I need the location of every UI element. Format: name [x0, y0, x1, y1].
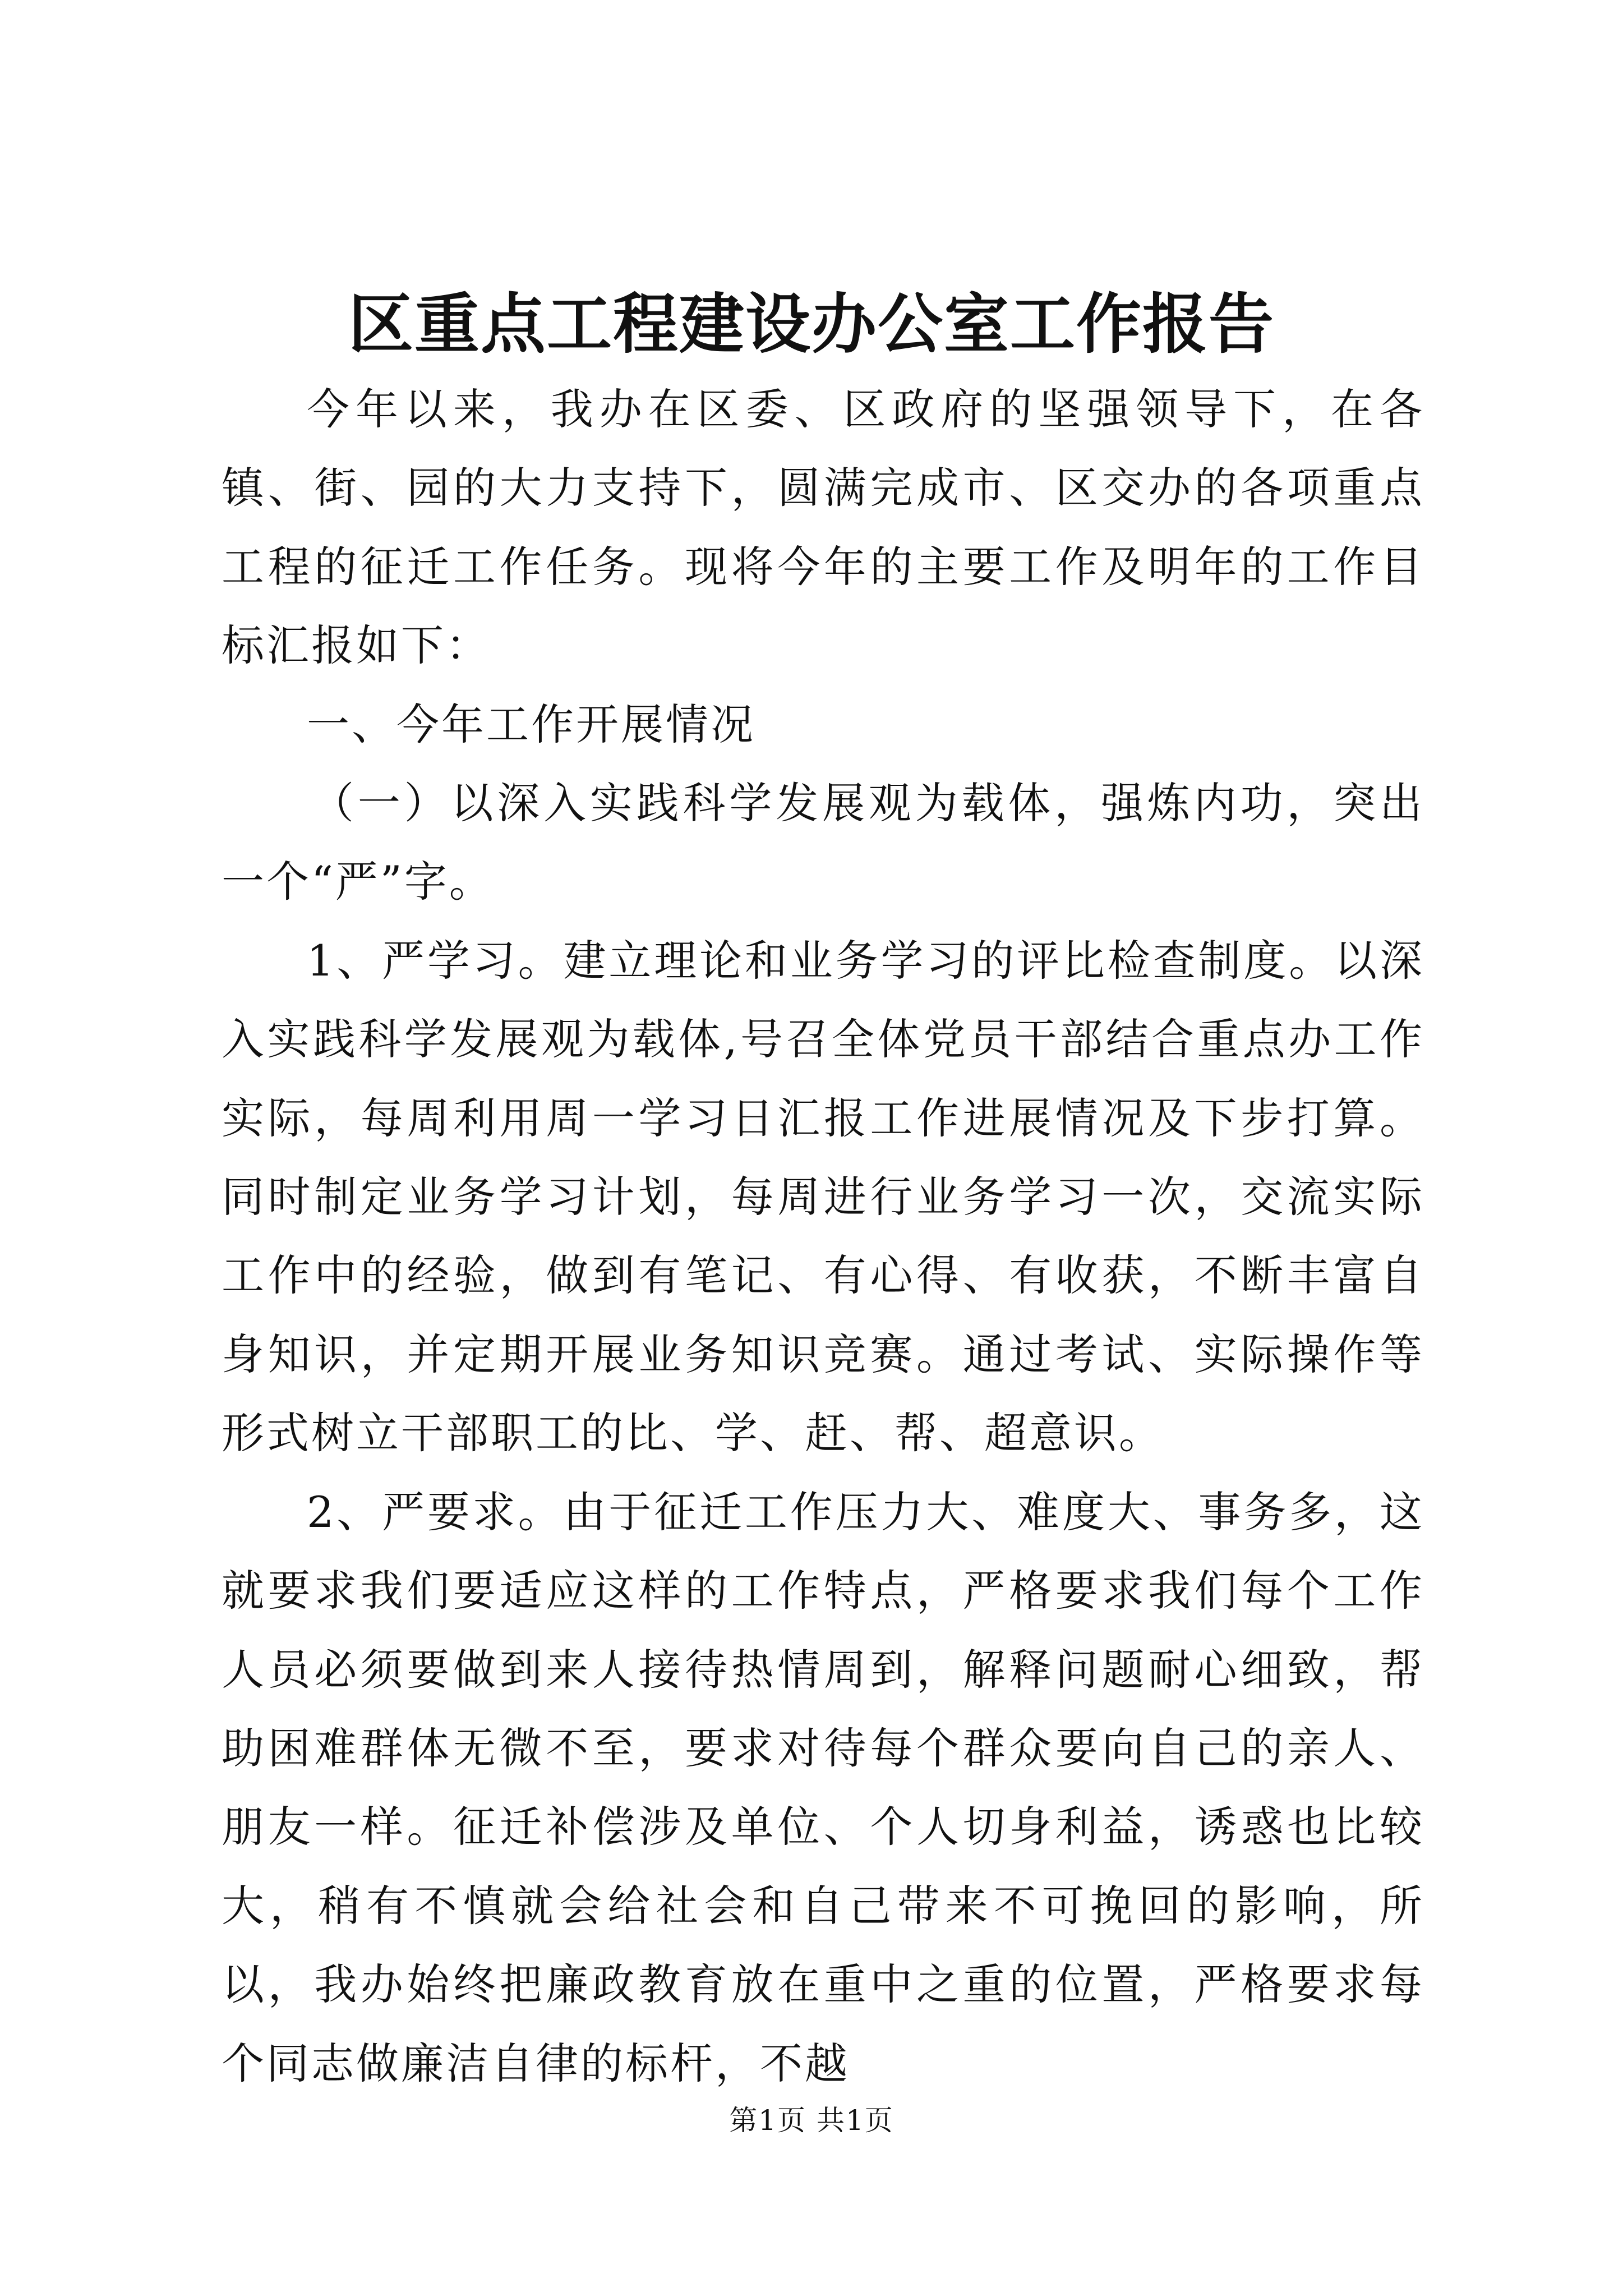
section-heading-1: 一、今年工作开展情况	[307, 699, 755, 749]
document-title: 区重点工程建设办公室工作报告	[348, 286, 1275, 362]
paragraph-intro: 今年以来，我办在区委、区政府的坚强领导下，在各镇、街、园的大力支持下，圆满完成市、区交办的各项重点工程的征迁工作任务。现将今年的主要工作及明年的工作目标汇报如下：	[222, 384, 1424, 671]
paragraph-item-2: 2、严要求。由于征迁工作压力大、难度大、事务多，这就要求我们要适应这样的工作特点，严格要求我们每个工作人员必须要做到来人接待热情周到，解释问题耐心细致，帮助困难群体无微不至，要求对待每个群众要向自己的亲人、朋友一样。征迁补偿涉及单位、个人切身利益，诱惑也比较大，稍有不慎就会给社会和自己带来不可挽回的影响，所以，我办始终把廉政教育放在重中之重的位置，严格要求每个同志做廉洁自律的标杆，不越	[222, 1487, 1424, 2088]
page-footer: 第1页 共1页	[729, 2104, 894, 2137]
document-body	[222, 370, 1424, 2103]
paragraph-item-1: 1、严学习。建立理论和业务学习的评比检查制度。以深入实践科学发展观为载体,号召全体党员干部结合重点办工作实际，每周利用周一学习日汇报工作进展情况及下步打算。同时制定业务学习计划，每周进行业务学习一次，交流实际工作中的经验，做到有笔记、有心得、有收获，不断丰富自身知识，并定期开展业务知识竞赛。通过考试、实际操作等形式树立干部职工的比、学、赶、帮、超意识。	[222, 935, 1424, 1458]
subsection-heading-1: （一）以深入实践科学发展观为载体，强炼内功，突出一个“严”字。	[222, 778, 1424, 907]
